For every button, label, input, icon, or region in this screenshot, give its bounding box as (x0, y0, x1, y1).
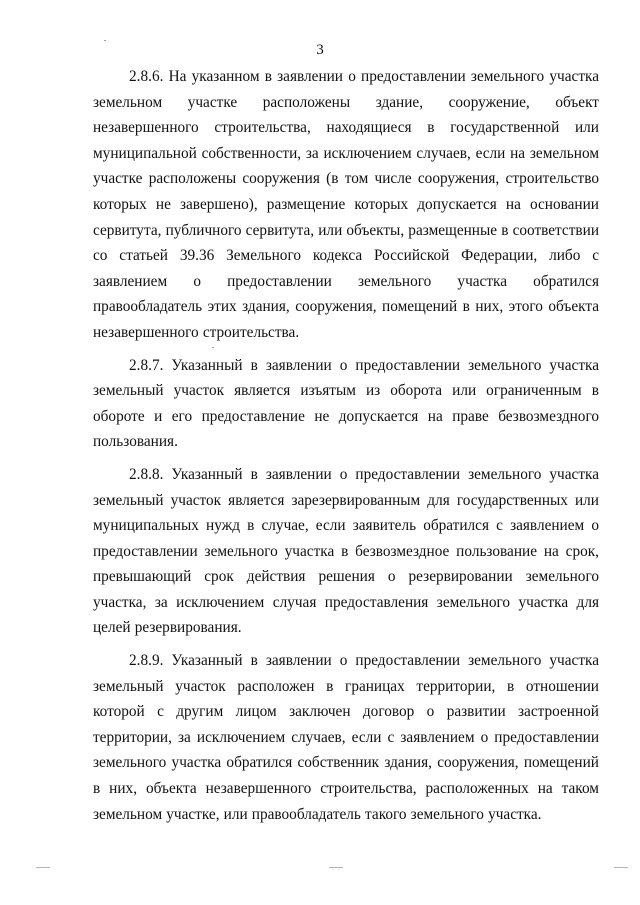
document-body (93, 64, 599, 834)
page-number: 3 (316, 42, 324, 58)
paragraph-2-8-7: 2.8.7. Указанный в заявлении о предоставлении земельного участка земельный участок является изъятым из оборота или ограниченным в обороте и его предоставление не допускается на праве безвозмездного пользования. (93, 356, 599, 451)
scan-mark-center (329, 867, 343, 868)
scan-mark-left (36, 867, 50, 868)
scan-mark-right (614, 867, 628, 868)
paragraph-2-8-6: 2.8.6. На указанном в заявлении о предоставлении земельного участка земельном участке расположены здание, сооружение, объект незавершенного строительства, находящиеся в государственной или муниципальной собственности, за исключением случаев, если на земельном участке расположены сооружения (в том числе сооружения, строительство которых не завершено), размещение которых допускается на основании сервитута, публичного сервитута, или объекты, размещенные в соответствии со статьей 39.36 Земельного кодекса Российской Федерации, либо с заявлением о предоставлении земельного участка обратился правообладатель этих здания, сооружения, помещений в них, этого объекта незавершенного строительства. (93, 68, 599, 341)
paragraph-2-8-9: 2.8.9. Указанный в заявлении о предоставлении земельного участка земельный участок расположен в границах территории, в отношении которой с другим лицом заключен договор о развитии застроенной территории, за исключением случаев, если с заявлением о предоставлении земельного участка обратился собственник здания, сооружения, помещений в них, объекта незавершенного строительства, расположенных на таком земельном участке, или правообладатель такого земельного участка. (93, 652, 599, 823)
paragraph-2-8-8: 2.8.8. Указанный в заявлении о предоставлении земельного участка земельный участок является зарезервированным для государственных или муниципальных нужд в случае, если заявитель обратился с заявлением о предоставлении земельного участка в безвозмездное пользование на срок, превышающий срок действия решения о резервировании земельного участка, за исключением случая предоставления земельного участка для целей резервирования. (93, 465, 599, 637)
